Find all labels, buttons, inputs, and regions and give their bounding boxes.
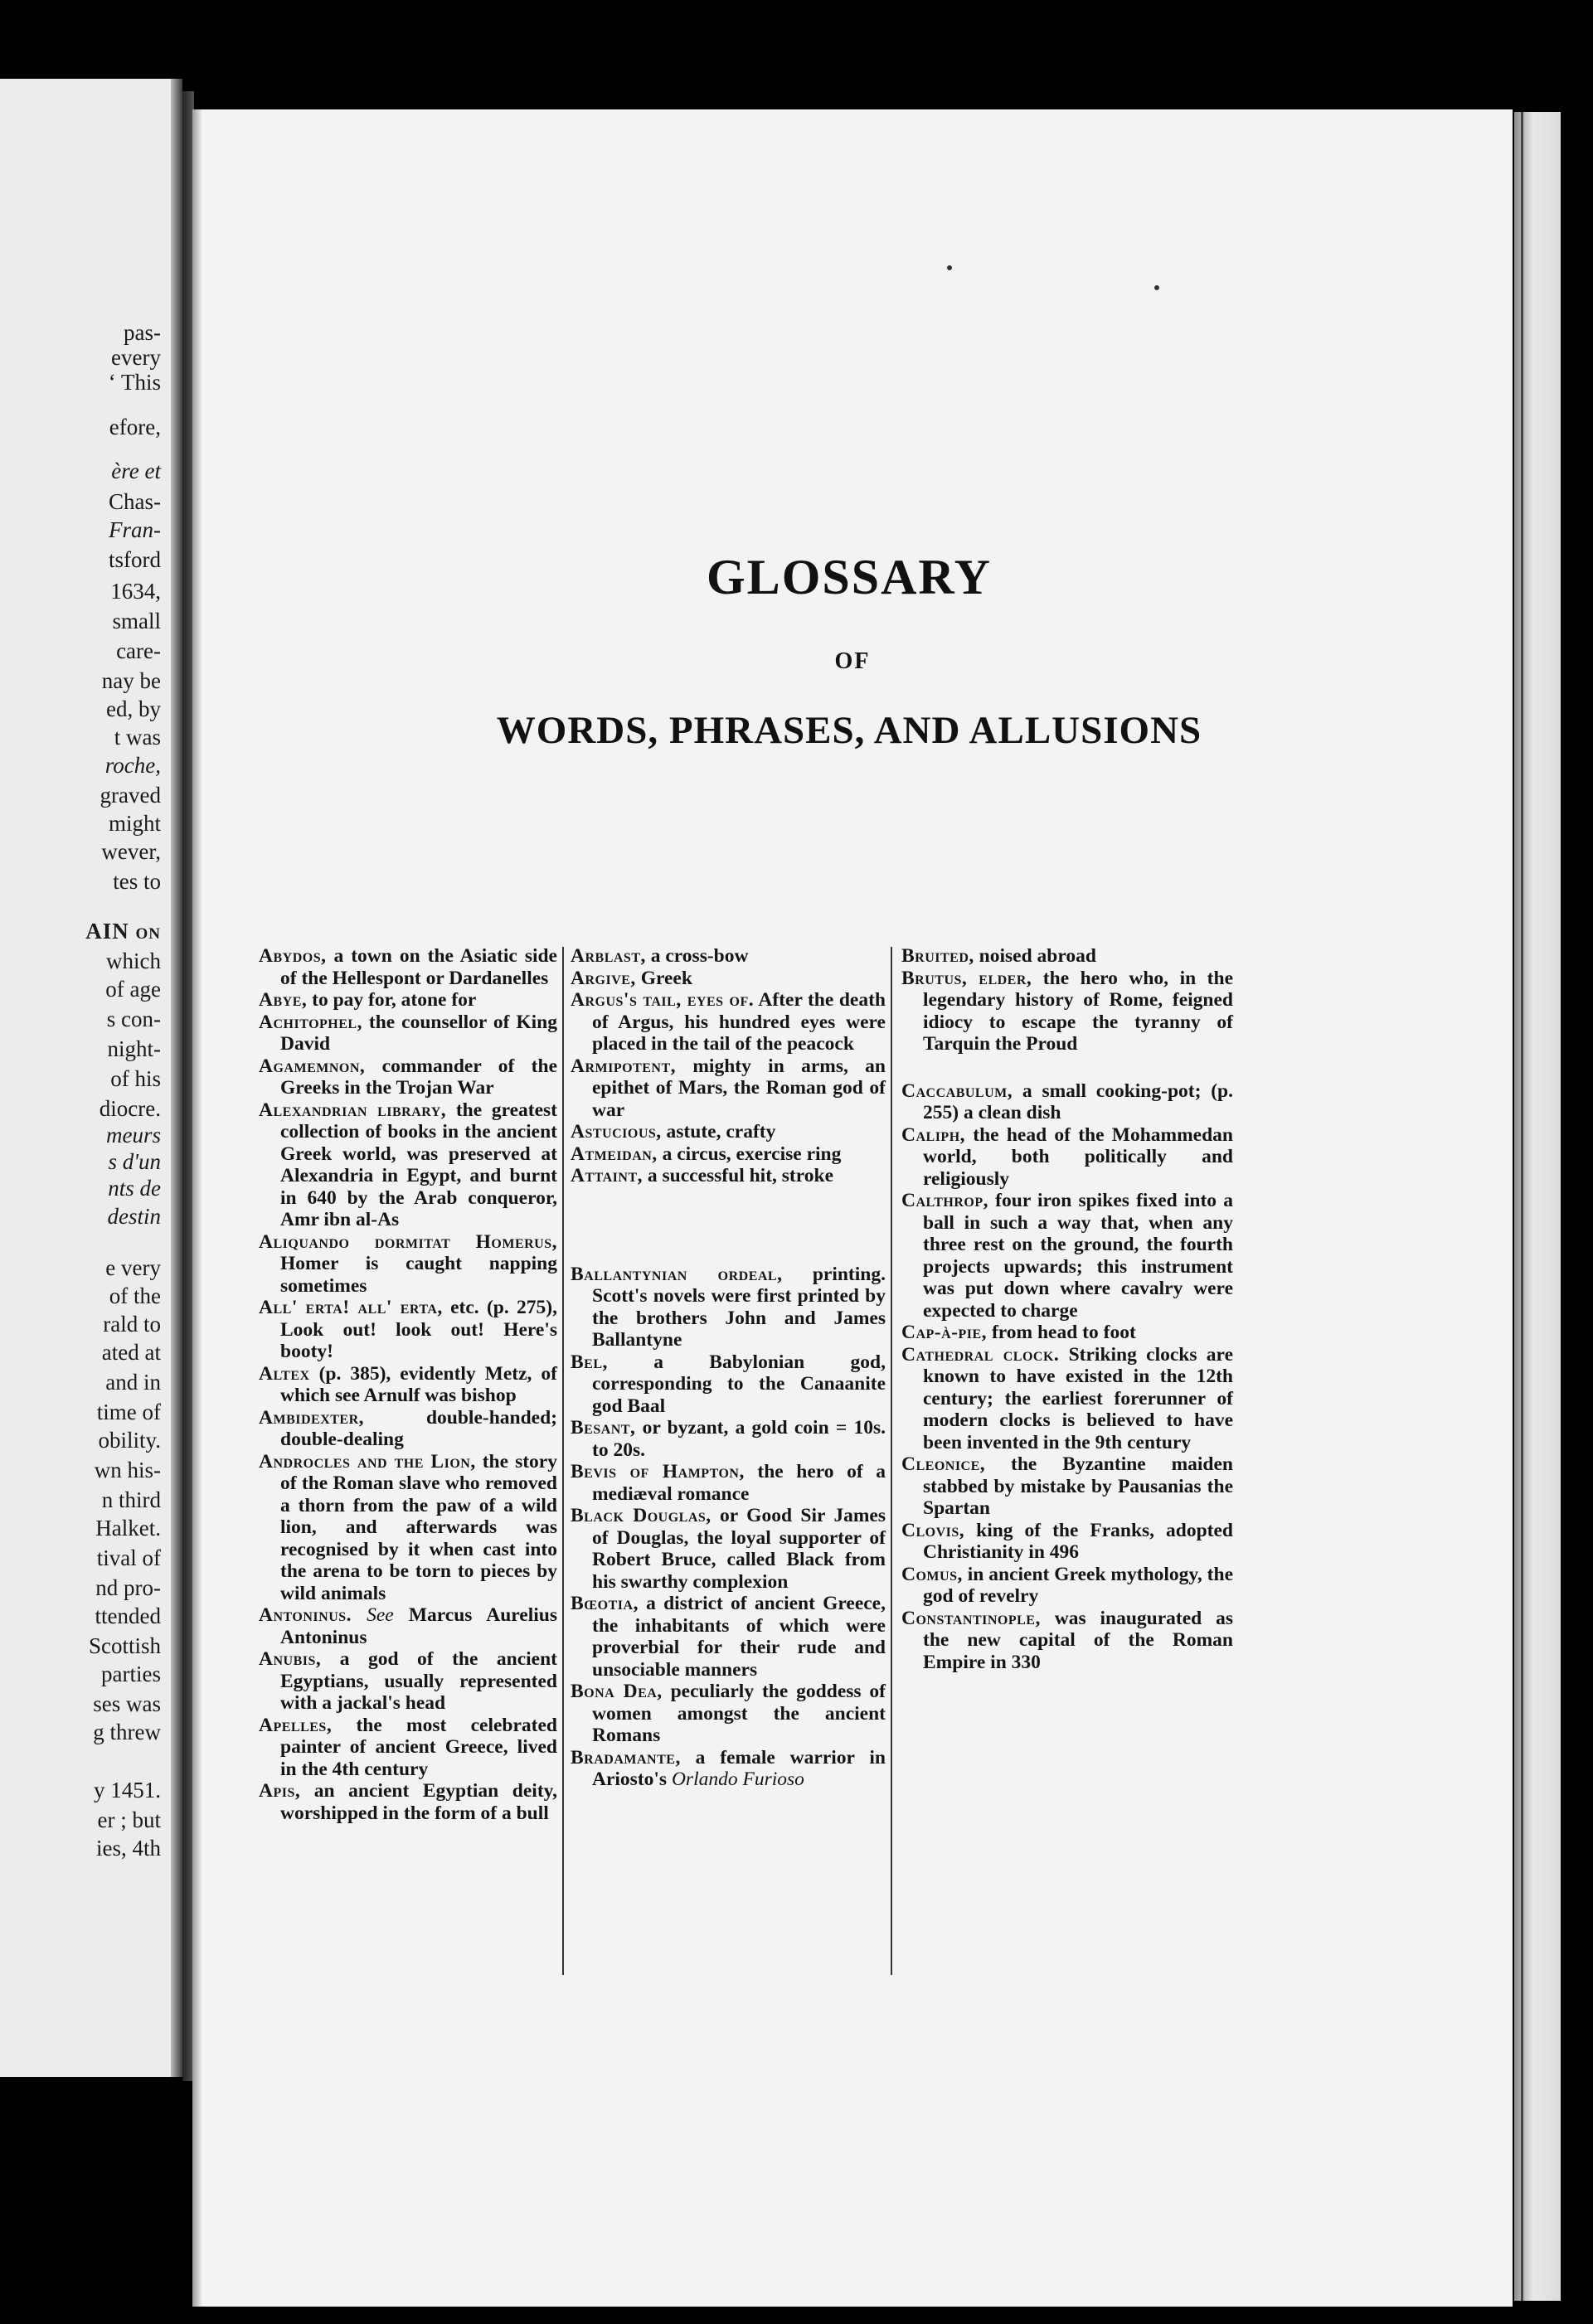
- entry-headword: Bel,: [571, 1351, 608, 1373]
- glossary-entry: [259, 1012, 557, 1055]
- previous-page-line: AIN on: [85, 919, 161, 944]
- left-gutter-shadow: [171, 79, 182, 2077]
- glossary-entry: [259, 1715, 557, 1781]
- glossary-entry: [571, 945, 886, 968]
- entry-cross-reference: See: [352, 1604, 394, 1626]
- entry-headword: Anubis,: [259, 1648, 322, 1670]
- entry-headword: Bruited,: [901, 945, 974, 967]
- entry-definition: commander of the Greeks in the Trojan War: [280, 1055, 557, 1099]
- column-divider: [562, 947, 564, 1975]
- previous-page-line: destin: [107, 1204, 161, 1229]
- glossary-entry: [259, 1407, 557, 1451]
- entry-definition: Homer is caught napping sometimes: [280, 1253, 557, 1297]
- entry-headword: Astucious,: [571, 1121, 662, 1143]
- entry-headword: Antoninus.: [259, 1604, 352, 1626]
- previous-page-line: ies, 4th: [96, 1836, 161, 1861]
- entry-definition: a small cooking-pot; (p. 255) a clean dish: [923, 1080, 1233, 1123]
- entry-definition: etc. (p. 275), Look out! look out! Here's booty!: [280, 1297, 557, 1362]
- entry-headword: Bœotia,: [571, 1593, 639, 1614]
- glossary-column-1: [259, 945, 557, 1824]
- previous-page-line: diocre.: [99, 1096, 161, 1121]
- previous-page-line: of the: [109, 1283, 161, 1308]
- glossary-column-3: [901, 945, 1233, 1673]
- previous-page-line: pas-: [124, 320, 161, 345]
- entry-headword: Bradamante,: [571, 1746, 681, 1768]
- glossary-entry: [259, 945, 557, 989]
- entry-definition: the counsellor of King David: [280, 1011, 557, 1055]
- glossary-entry: [571, 1055, 886, 1122]
- entry-definition: the hero of a mediæval romance: [592, 1461, 886, 1505]
- entry-headword: Attaint,: [571, 1165, 644, 1186]
- previous-page-line: time of: [96, 1400, 161, 1424]
- previous-page-line: wever,: [101, 839, 161, 864]
- previous-page-line: e very: [105, 1255, 161, 1280]
- previous-page-line: efore,: [109, 415, 161, 439]
- section-gap: [901, 1055, 1233, 1080]
- glossary-entry: [259, 1363, 557, 1407]
- entry-definition: After the death of Argus, his hundred eyes were placed in the tail of the peacock: [592, 989, 886, 1055]
- previous-page-line: wn his-: [94, 1458, 161, 1482]
- entry-definition: (p. 385), evidently Metz, of which see Arnulf was bishop: [280, 1362, 557, 1406]
- previous-page-line: Scottish: [88, 1633, 161, 1658]
- entry-definition: a successful hit, stroke: [643, 1165, 834, 1186]
- previous-page-line: nd pro-: [95, 1575, 161, 1600]
- entry-definition: from head to foot: [987, 1322, 1136, 1343]
- entry-headword: Black Douglas,: [571, 1505, 712, 1526]
- glossary-page: [192, 109, 1513, 2307]
- entry-definition: the Byzantine maiden stabbed by mistake by Pausanias the Spartan: [923, 1453, 1233, 1519]
- entry-headword: Argus's tail, eyes of.: [571, 989, 755, 1011]
- previous-page-fragment: [0, 79, 182, 2077]
- previous-page-line: tes to: [113, 869, 161, 894]
- entry-headword: Cleonice,: [901, 1453, 986, 1475]
- entry-headword: Aliquando dormitat Homerus,: [259, 1230, 557, 1253]
- entry-headword: Bona Dea,: [571, 1681, 663, 1702]
- entry-definition: a district of ancient Greece, the inhabitants of which were proverbial for their rude and unsociable manners: [592, 1593, 886, 1681]
- entry-headword: Caliph,: [901, 1123, 966, 1146]
- entry-headword: Argive,: [571, 967, 636, 989]
- entry-headword: Comus,: [901, 1563, 963, 1585]
- entry-definition: or byzant, a gold coin = 10s. to 20s.: [592, 1417, 886, 1461]
- glossary-entry: [571, 1351, 886, 1418]
- glossary-column-2: [571, 945, 886, 1791]
- glossary-entry: [901, 1080, 1233, 1124]
- glossary-entry: [259, 1780, 557, 1824]
- entry-definition: an ancient Egyptian deity, worshipped in the form of a bull: [280, 1780, 557, 1824]
- entry-definition: a circus, exercise ring: [657, 1143, 842, 1165]
- column-divider: [891, 947, 892, 1975]
- previous-page-line: tival of: [96, 1545, 161, 1570]
- glossary-entry: [901, 1520, 1233, 1564]
- previous-page-line: g threw: [93, 1720, 161, 1744]
- entry-definition: the greatest collection of books in the ancient Greek world, was preserved at Alexandria in Egypt, and burnt in 640 by the Arab conqueror, Amr ibn al-As: [280, 1099, 557, 1230]
- title-connector: OF: [834, 648, 871, 674]
- section-gap: [571, 1187, 886, 1264]
- previous-page-line: er ; but: [97, 1807, 161, 1832]
- dust-speck: [1154, 285, 1159, 290]
- previous-page-line: obility.: [98, 1428, 161, 1453]
- page-inner-shadow: [192, 109, 202, 2307]
- entry-definition: the hero who, in the legendary history of Rome, feigned idiocy to escape the tyranny of Tarquin the Proud: [923, 967, 1233, 1055]
- entry-definition: or Good Sir James of Douglas, the loyal supporter of Robert Bruce, called Black from his swarthy complexion: [592, 1505, 886, 1593]
- entry-definition: the head of the Mohammedan world, both politically and religiously: [923, 1123, 1233, 1190]
- glossary-entry: [571, 1593, 886, 1681]
- glossary-entry: [259, 1231, 557, 1298]
- glossary-entry: [901, 1344, 1233, 1454]
- entry-headword: Arblast,: [571, 945, 646, 967]
- entry-definition: a god of the ancient Egyptians, usually represented with a jackal's head: [280, 1648, 557, 1714]
- glossary-entry: [571, 1461, 886, 1505]
- glossary-entry: [259, 1297, 557, 1363]
- entry-definition: king of the Franks, adopted Christianity in 496: [923, 1519, 1233, 1563]
- previous-page-line: might: [108, 811, 161, 836]
- previous-page-line: which: [106, 949, 161, 973]
- page-title: GLOSSARY: [707, 550, 992, 604]
- glossary-entry: [571, 1505, 886, 1593]
- previous-page-line: tsford: [109, 547, 161, 572]
- entry-headword: Androcles and the Lion,: [259, 1450, 476, 1473]
- previous-page-line: n third: [101, 1487, 161, 1512]
- entry-headword: Abydos,: [259, 945, 327, 967]
- previous-page-line: every: [111, 345, 161, 370]
- entry-headword: Ambidexter,: [259, 1406, 365, 1429]
- glossary-entry: [901, 1564, 1233, 1608]
- glossary-entry: [571, 1143, 886, 1166]
- glossary-entry: [901, 968, 1233, 1055]
- entry-definition: Greek: [635, 967, 692, 989]
- glossary-entry: [901, 1190, 1233, 1322]
- entry-headword: Caccabulum,: [901, 1080, 1013, 1102]
- page-subtitle: WORDS, PHRASES, AND ALLUSIONS: [496, 709, 1202, 752]
- entry-definition: astute, crafty: [661, 1121, 776, 1143]
- previous-page-line: small: [112, 609, 161, 633]
- entry-headword: Achitophel,: [259, 1011, 362, 1033]
- entry-headword: Clovis,: [901, 1519, 965, 1541]
- previous-page-line: Halket.: [95, 1516, 161, 1540]
- previous-page-line: ttended: [95, 1604, 161, 1628]
- entry-definition: to pay for, atone for: [307, 989, 477, 1011]
- page-edge-line: [1521, 112, 1523, 2301]
- glossary-entry: [571, 1264, 886, 1351]
- previous-page-line: ses was: [93, 1691, 161, 1716]
- glossary-entry: [571, 1417, 886, 1461]
- entry-definition: a Babylonian god, corresponding to the Canaanite god Baal: [592, 1351, 886, 1417]
- entry-definition: noised abroad: [974, 945, 1096, 967]
- entry-definition: Marcus Aurelius Antoninus: [280, 1604, 557, 1648]
- previous-page-line: rald to: [103, 1312, 161, 1337]
- glossary-entry: [571, 1681, 886, 1747]
- entry-definition: mighty in arms, an epithet of Mars, the Roman god of war: [592, 1055, 886, 1121]
- previous-page-line: roche,: [104, 753, 161, 778]
- entry-headword: Apelles,: [259, 1714, 333, 1736]
- entry-headword: Abye,: [259, 989, 308, 1011]
- previous-page-line: ‘ This: [108, 370, 161, 395]
- entry-definition: peculiarly the goddess of women amongst the ancient Romans: [592, 1681, 886, 1746]
- previous-page-line: t was: [114, 725, 161, 750]
- previous-page-line: 1634,: [110, 579, 161, 604]
- entry-definition: in ancient Greek mythology, the god of revelry: [923, 1563, 1233, 1607]
- previous-page-line: night-: [107, 1036, 161, 1061]
- entry-definition: the most celebrated painter of ancient Greece, lived in the 4th century: [280, 1714, 557, 1780]
- entry-headword: Altex: [259, 1362, 310, 1385]
- entry-work-title: Orlando Furioso: [671, 1768, 804, 1790]
- entry-definition: a cross-bow: [645, 945, 749, 967]
- glossary-entry: [259, 1099, 557, 1231]
- entry-headword: Armipotent,: [571, 1055, 677, 1077]
- previous-page-line: Fran-: [109, 517, 161, 542]
- page-edge-right: [1514, 112, 1561, 2301]
- glossary-entry: [259, 1604, 557, 1648]
- entry-headword: Constantinople,: [901, 1607, 1041, 1629]
- glossary-entry: [571, 1747, 886, 1791]
- entry-headword: Cathedral clock.: [901, 1343, 1060, 1366]
- previous-page-line: nts de: [108, 1176, 161, 1201]
- entry-definition: double-handed; double-dealing: [280, 1406, 557, 1450]
- previous-page-line: meurs: [106, 1123, 161, 1147]
- previous-page-line: s d'un: [108, 1149, 161, 1174]
- glossary-entry: [259, 1648, 557, 1715]
- previous-page-line: y 1451.: [94, 1778, 161, 1802]
- previous-page-line: care-: [116, 638, 161, 663]
- previous-page-line: s con-: [106, 1007, 161, 1031]
- previous-page-line: of his: [110, 1066, 161, 1091]
- glossary-entry: [901, 945, 1233, 968]
- entry-definition: four iron spikes fixed into a ball in such a way that, when any three rest on the ground, the fourth projects upwards; this instrument was put down where cavalry were expected to charge: [923, 1190, 1233, 1322]
- entry-definition: printing. Scott's novels were first printed by the brothers John and James Ballantyne: [592, 1263, 886, 1351]
- previous-page-line: ed, by: [106, 696, 161, 721]
- glossary-entry: [901, 1453, 1233, 1520]
- entry-headword: Brutus, elder,: [901, 967, 1032, 989]
- entry-definition: a female warrior in Ariosto's: [592, 1746, 886, 1790]
- entry-headword: Atmeidan,: [571, 1143, 658, 1165]
- entry-definition: Striking clocks are known to have existed in the 12th century; the earliest forerunner of modern clocks is believed to have been invented in the 9th century: [923, 1343, 1233, 1453]
- entry-headword: Calthrop,: [901, 1190, 988, 1211]
- entry-headword: Cap-à-pie,: [901, 1322, 988, 1343]
- glossary-entry: [571, 989, 886, 1055]
- entry-headword: Besant,: [571, 1417, 636, 1439]
- glossary-entry: [259, 989, 557, 1012]
- glossary-entry: [901, 1124, 1233, 1191]
- glossary-entry: [571, 1165, 886, 1187]
- dust-speck: [947, 265, 952, 270]
- previous-page-line: ated at: [101, 1340, 161, 1365]
- previous-page-line: graved: [100, 783, 161, 808]
- glossary-entry: [571, 968, 886, 990]
- entry-headword: Apis,: [259, 1780, 301, 1802]
- previous-page-line: of age: [105, 977, 161, 1002]
- entry-headword: Ballantynian ordeal,: [571, 1263, 783, 1285]
- previous-page-line: ère et: [111, 458, 161, 483]
- entry-headword: All' erta! all' erta,: [259, 1297, 443, 1318]
- glossary-entry: [259, 1451, 557, 1605]
- entry-headword: Bevis of Hampton,: [571, 1461, 745, 1482]
- glossary-entry: [901, 1608, 1233, 1674]
- previous-page-line: Chas-: [109, 489, 161, 514]
- glossary-entry: [901, 1322, 1233, 1344]
- entry-definition: was inaugurated as the new capital of the Roman Empire in 330: [923, 1607, 1233, 1673]
- glossary-entry: [571, 1121, 886, 1143]
- entry-headword: Agamemnon,: [259, 1055, 366, 1077]
- previous-page-line: nay be: [101, 668, 161, 693]
- previous-page-line: and in: [105, 1370, 161, 1395]
- previous-page-line: parties: [101, 1662, 161, 1686]
- glossary-entry: [259, 1055, 557, 1099]
- entry-definition: the story of the Roman slave who removed a thorn from the paw of a wild lion, and afterwards was recognised by it when cast into the arena to be torn to pieces by wild animals: [280, 1450, 557, 1604]
- entry-definition: a town on the Asiatic side of the Hellespont or Dardanelles: [280, 945, 557, 989]
- entry-headword: Alexandrian library,: [259, 1099, 447, 1121]
